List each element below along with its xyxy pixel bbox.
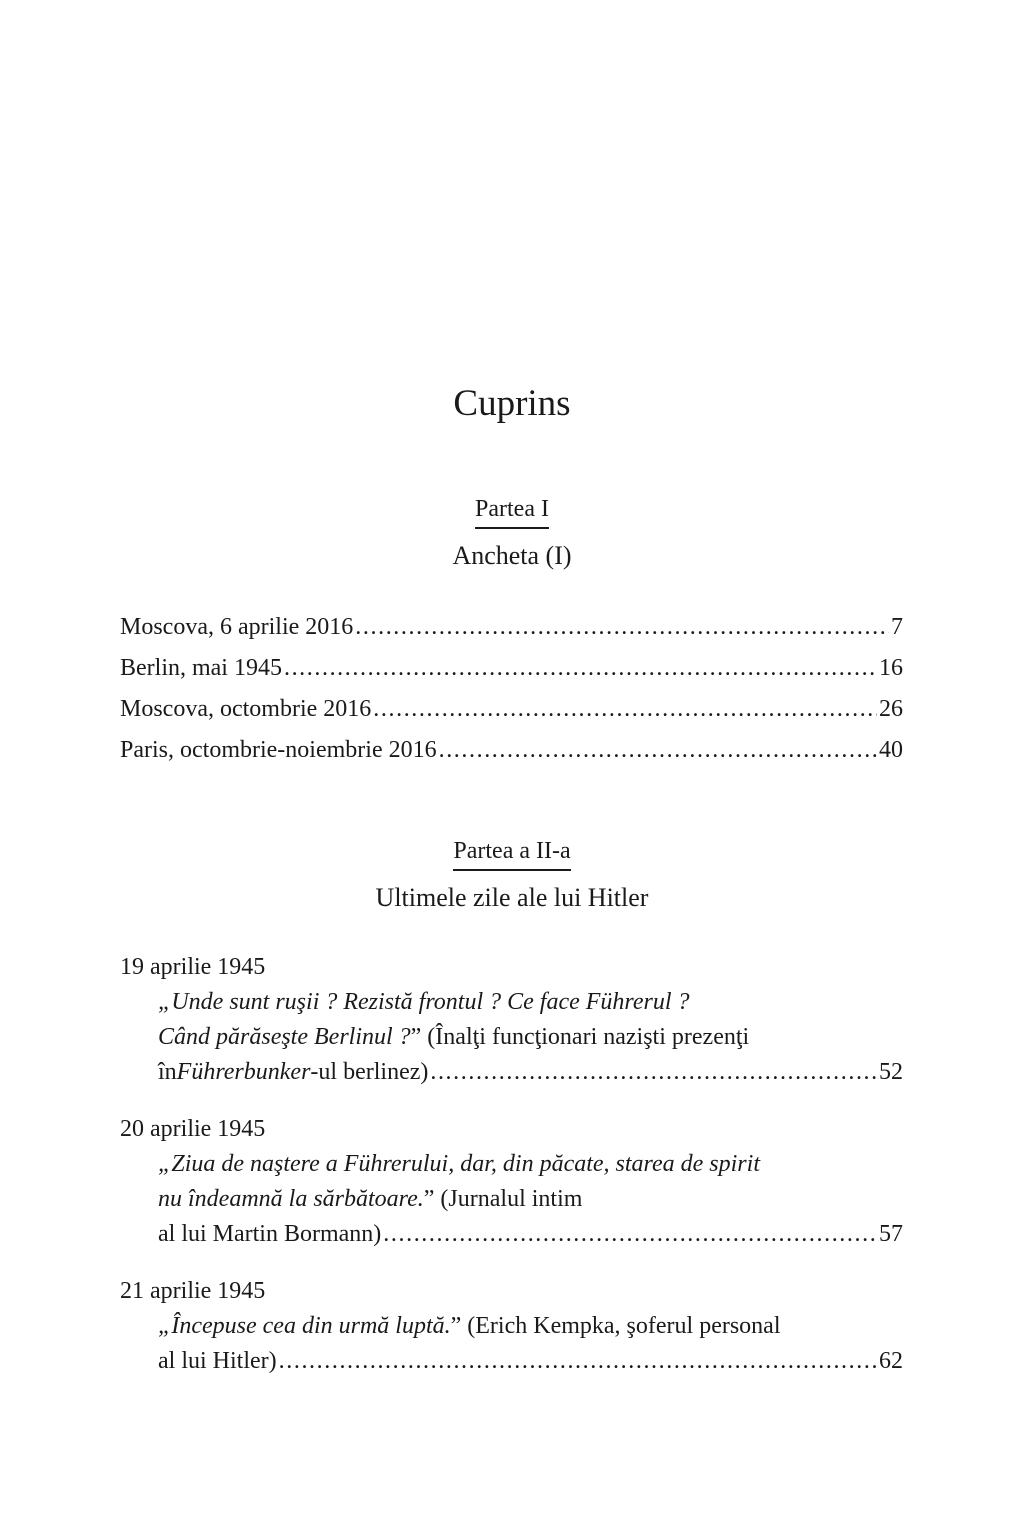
entry-text-segment: „Ziua de naştere a Führerului, dar, din păcate, starea de spirit xyxy=(158,1151,760,1177)
dot-leader xyxy=(284,655,877,682)
page-number: 26 xyxy=(879,696,903,722)
entry-text-segment: -ul berlinez) xyxy=(310,1059,429,1085)
page-number: 16 xyxy=(879,655,903,681)
page-number: 62 xyxy=(879,1348,903,1374)
toc-entry[interactable] xyxy=(120,950,903,1090)
entry-text-segment: al lui Martin Bormann) xyxy=(158,1221,382,1247)
dot-leader xyxy=(383,1217,877,1252)
part-1-heading xyxy=(0,496,1024,571)
entry-text-segment: Führerbunker xyxy=(176,1059,311,1085)
entry-text-segment: ” (Înalţi funcţionari nazişti prezenţi xyxy=(410,1024,750,1050)
toc-entry[interactable] xyxy=(120,737,903,778)
entry-text-segment: nu îndeamnă la sărbătoare. xyxy=(158,1186,424,1212)
entry-line xyxy=(120,1217,903,1252)
entry-text-segment: ” (Jurnalul intim xyxy=(423,1186,583,1212)
entry-line xyxy=(120,1309,903,1344)
entry-title: Paris, octombrie-noiembrie 2016 xyxy=(120,737,437,763)
page-title: Cuprins xyxy=(453,383,571,424)
entry-date: 21 aprilie 1945 xyxy=(120,1278,266,1304)
part-1-entries xyxy=(120,614,903,778)
part-label: Partea a II-a xyxy=(453,838,570,871)
entry-text-segment: Când părăseşte Berlinul ? xyxy=(158,1024,411,1050)
entry-text-segment: ” (Erich Kempka, şoferul personal xyxy=(450,1313,781,1339)
part-2-heading xyxy=(0,838,1024,913)
toc-entry[interactable] xyxy=(120,1112,903,1252)
entry-line xyxy=(120,1147,903,1182)
dot-leader xyxy=(430,1055,877,1090)
part-2-entries xyxy=(120,950,903,1401)
entry-text-segment: „Începuse cea din urmă luptă. xyxy=(158,1313,451,1339)
page-number: 7 xyxy=(891,614,903,640)
toc-entry[interactable] xyxy=(120,614,903,655)
dot-leader xyxy=(439,737,877,764)
entry-line xyxy=(120,1020,903,1055)
dot-leader xyxy=(373,696,877,723)
entry-title: Moscova, 6 aprilie 2016 xyxy=(120,614,354,640)
page-number: 40 xyxy=(879,737,903,763)
entry-date: 20 aprilie 1945 xyxy=(120,1116,266,1142)
page-number: 52 xyxy=(879,1059,903,1085)
entry-line xyxy=(120,985,903,1020)
part-name: Ultimele zile ale lui Hitler xyxy=(375,883,649,912)
entry-line xyxy=(120,1344,903,1379)
toc-entry[interactable] xyxy=(120,696,903,737)
entry-text-segment: „Unde sunt ruşii ? Rezistă frontul ? Ce face Führerul ? xyxy=(158,989,690,1015)
entry-line xyxy=(120,1055,903,1090)
entry-line xyxy=(120,1182,903,1217)
dot-leader xyxy=(279,1344,877,1379)
entry-title: Moscova, octombrie 2016 xyxy=(120,696,372,722)
toc-entry[interactable] xyxy=(120,655,903,696)
entry-date: 19 aprilie 1945 xyxy=(120,954,266,980)
dot-leader xyxy=(355,614,889,641)
page-number: 57 xyxy=(879,1221,903,1247)
entry-text-segment: al lui Hitler) xyxy=(158,1348,277,1374)
toc-entry[interactable] xyxy=(120,1274,903,1379)
part-label: Partea I xyxy=(475,496,549,529)
part-name: Ancheta (I) xyxy=(452,541,572,570)
entry-text-segment: în xyxy=(158,1059,177,1085)
entry-title: Berlin, mai 1945 xyxy=(120,655,282,681)
